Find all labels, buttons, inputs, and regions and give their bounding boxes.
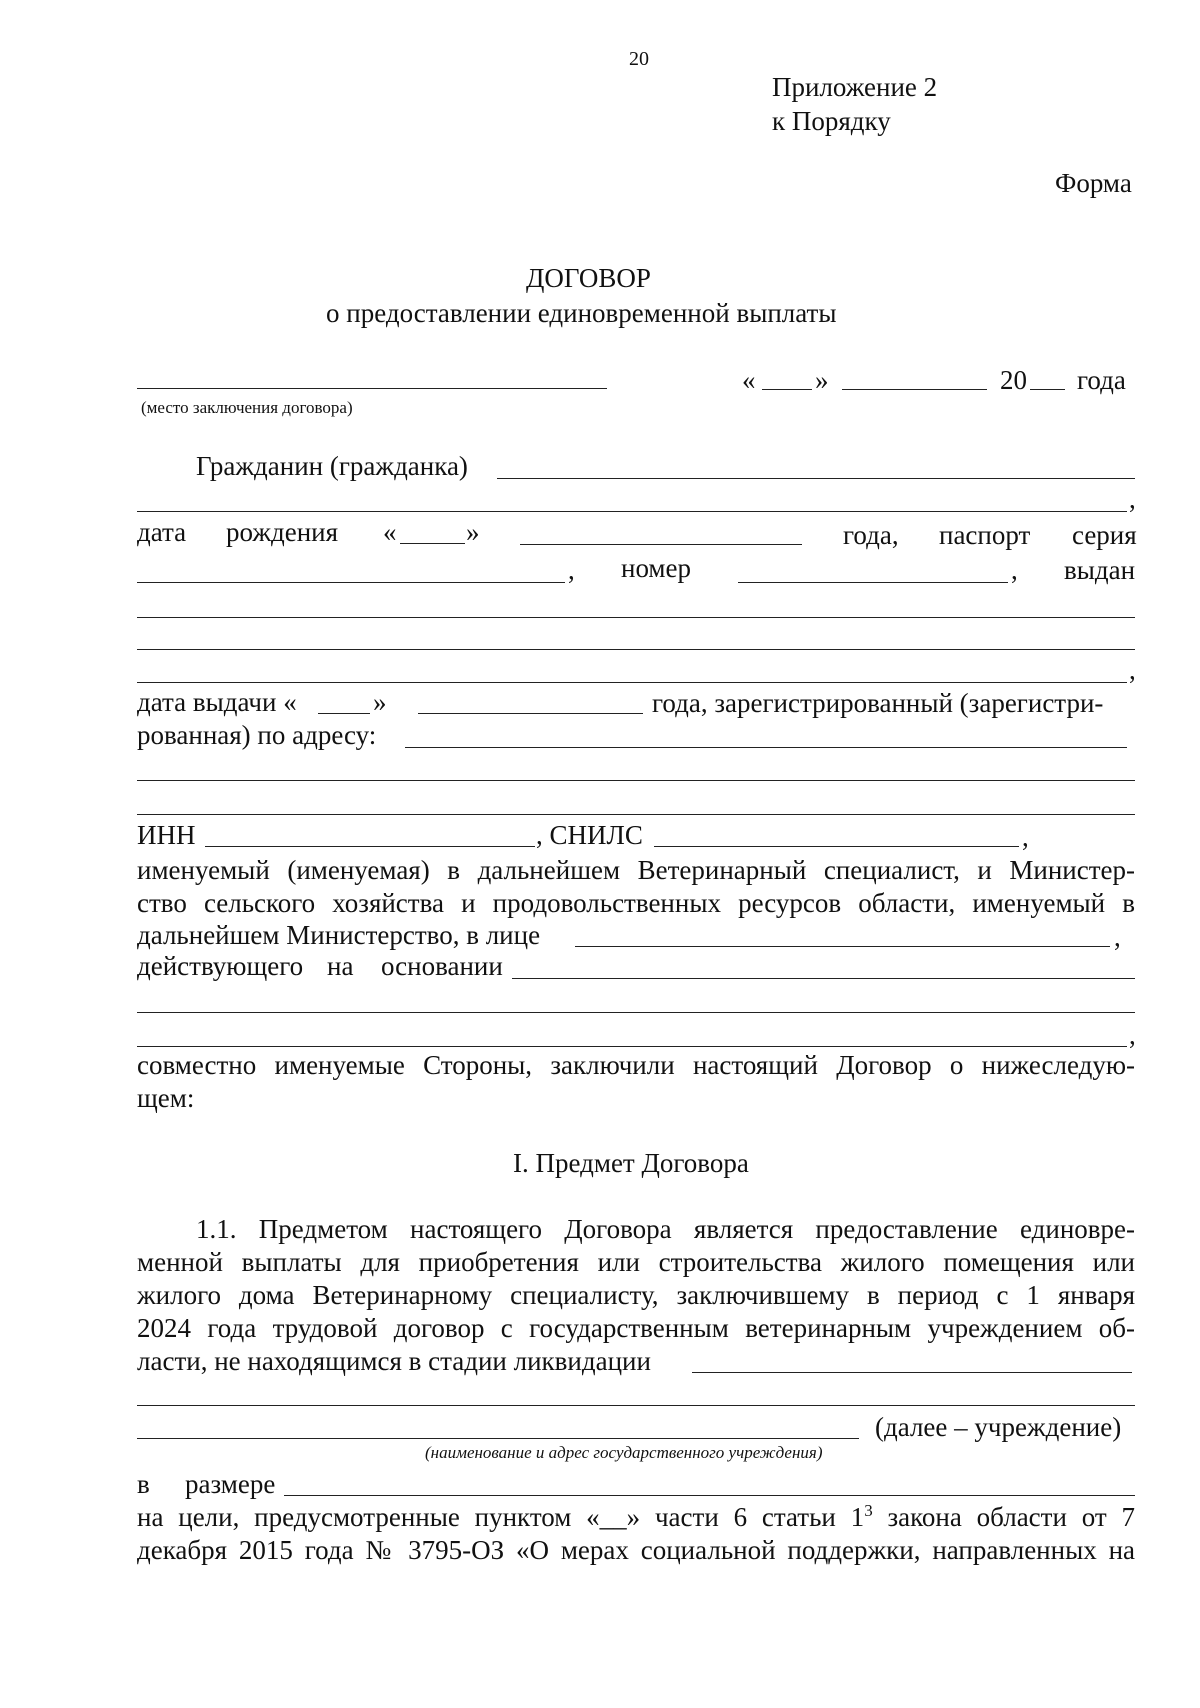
issued-by-blank-1 xyxy=(137,617,1135,618)
address-label: рованная) по адресу: xyxy=(137,720,377,750)
section-1-line-5: ласти, не находящимся в стадии ликвидации xyxy=(137,1346,651,1376)
body-line-4-word-3: основании xyxy=(381,951,503,981)
address-blank-2 xyxy=(137,780,1135,781)
basis-blank-2 xyxy=(137,1012,1135,1013)
date-month-blank xyxy=(842,389,987,390)
date-year-blank xyxy=(1030,389,1065,390)
section-1-line-4: 2024 года трудовой договор с государственным ветеринарным учреждением об- xyxy=(137,1313,1135,1343)
date-day-blank xyxy=(762,389,812,390)
comma-1: , xyxy=(1129,484,1136,514)
date-quote-close: » xyxy=(815,365,829,395)
section-1-line-6 xyxy=(137,1502,1135,1532)
section-1-line-6-a: на цели, предусмотренные пунктом «__» части 6 статьи 1 xyxy=(137,1502,865,1532)
birth-day-blank xyxy=(400,543,465,544)
comma-snils: , xyxy=(1022,822,1029,852)
further-institution: (далее – учреждение) xyxy=(875,1412,1122,1442)
body-line-1: именуемый (именуемая) в дальнейшем Ветеринарный специалист, и Министер- xyxy=(137,855,1135,885)
inn-blank xyxy=(205,846,535,847)
registered-text: года, зарегистрированный (зарегистри- xyxy=(652,688,1104,718)
comma-3: , xyxy=(1114,922,1121,952)
issued-by-blank-2 xyxy=(137,649,1135,650)
section-1-line-7: декабря 2015 года № 3795-ОЗ «О мерах социальной поддержки, направленных на xyxy=(137,1535,1135,1565)
address-blank-3 xyxy=(137,814,1135,815)
comma-2: , xyxy=(1129,655,1136,685)
form-label: Форма xyxy=(1055,168,1132,198)
document-subtitle: о предоставлении единовременной выплаты xyxy=(326,298,837,328)
birth-word-1: дата xyxy=(137,517,187,547)
appendix-line-2: к Порядку xyxy=(772,106,891,136)
place-caption: (место заключения договора) xyxy=(141,398,353,417)
section-1-line-1: 1.1. Предметом настоящего Договора является предоставление единовре- xyxy=(196,1214,1135,1244)
birth-quote-close: » xyxy=(466,517,480,547)
address-blank-1 xyxy=(405,747,1127,748)
article-superscript: 3 xyxy=(864,1501,873,1520)
citizen-label: Гражданин (гражданка) xyxy=(196,451,468,481)
section-1-line-2: менной выплаты для приобретения или строительства жилого помещения или xyxy=(137,1247,1135,1277)
institution-caption: (наименование и адрес государственного учреждения) xyxy=(425,1443,823,1462)
section-1-heading: I. Предмет Договора xyxy=(513,1148,749,1178)
issue-date-prefix: дата выдачи « xyxy=(137,687,297,717)
issue-date-blank xyxy=(418,713,643,714)
birth-quote-open: « xyxy=(383,517,397,547)
basis-blank-1 xyxy=(512,978,1135,979)
institution-blank-3 xyxy=(137,1438,859,1439)
number-label: номер xyxy=(621,553,692,583)
appendix-line-1: Приложение 2 xyxy=(772,72,938,102)
body-line-6: щем: xyxy=(137,1083,195,1113)
passport-word: паспорт xyxy=(939,520,1031,550)
body-line-2: ство сельского хозяйства и продовольственных ресурсов области, именуемый в xyxy=(137,888,1135,918)
body-line-4-word-2: на xyxy=(327,951,354,981)
series-blank xyxy=(137,582,565,583)
inn-label: ИНН xyxy=(137,820,196,850)
institution-blank-2 xyxy=(137,1405,1135,1406)
citizen-name-blank-2 xyxy=(137,511,1127,512)
section-1-line-6-b: закона области от 7 xyxy=(872,1502,1135,1532)
comma-number: , xyxy=(1011,555,1018,585)
page-number: 20 xyxy=(629,48,649,70)
institution-blank-1 xyxy=(692,1372,1132,1373)
body-line-4-word-1: действующего xyxy=(137,951,304,981)
body-line-3: дальнейшем Министерство, в лице xyxy=(137,920,541,950)
snils-label: , СНИЛС xyxy=(536,820,643,850)
issue-date-close: » xyxy=(373,687,387,717)
snils-blank xyxy=(654,846,1019,847)
document-title: ДОГОВОР xyxy=(526,263,651,293)
basis-blank-3 xyxy=(137,1046,1127,1047)
amount-blank xyxy=(284,1495,1135,1496)
issued-word: выдан xyxy=(1064,555,1136,585)
issue-day-blank xyxy=(318,713,370,714)
series-word: серия xyxy=(1072,520,1137,550)
birth-year-word: года, xyxy=(843,520,899,550)
issued-by-blank-3 xyxy=(137,682,1127,683)
section-1-line-3: жилого дома Ветеринарному специалисту, заключившему в период с 1 января xyxy=(137,1280,1135,1310)
comma-4: , xyxy=(1129,1020,1136,1050)
comma-series: , xyxy=(568,555,575,585)
birth-word-2: рождения xyxy=(226,517,339,547)
date-year-word: года xyxy=(1077,365,1126,395)
body-line-5: совместно именуемые Стороны, заключили настоящий Договор о нижеследую- xyxy=(137,1050,1135,1080)
number-blank xyxy=(738,582,1008,583)
date-year-prefix: 20 xyxy=(1000,365,1027,395)
size-word-2: размере xyxy=(185,1469,276,1499)
birth-year-blank xyxy=(520,544,802,545)
place-blank xyxy=(137,388,607,389)
citizen-name-blank xyxy=(497,478,1135,479)
date-quote-open: « xyxy=(742,365,756,395)
size-word-1: в xyxy=(137,1469,150,1499)
representative-blank xyxy=(575,946,1110,947)
